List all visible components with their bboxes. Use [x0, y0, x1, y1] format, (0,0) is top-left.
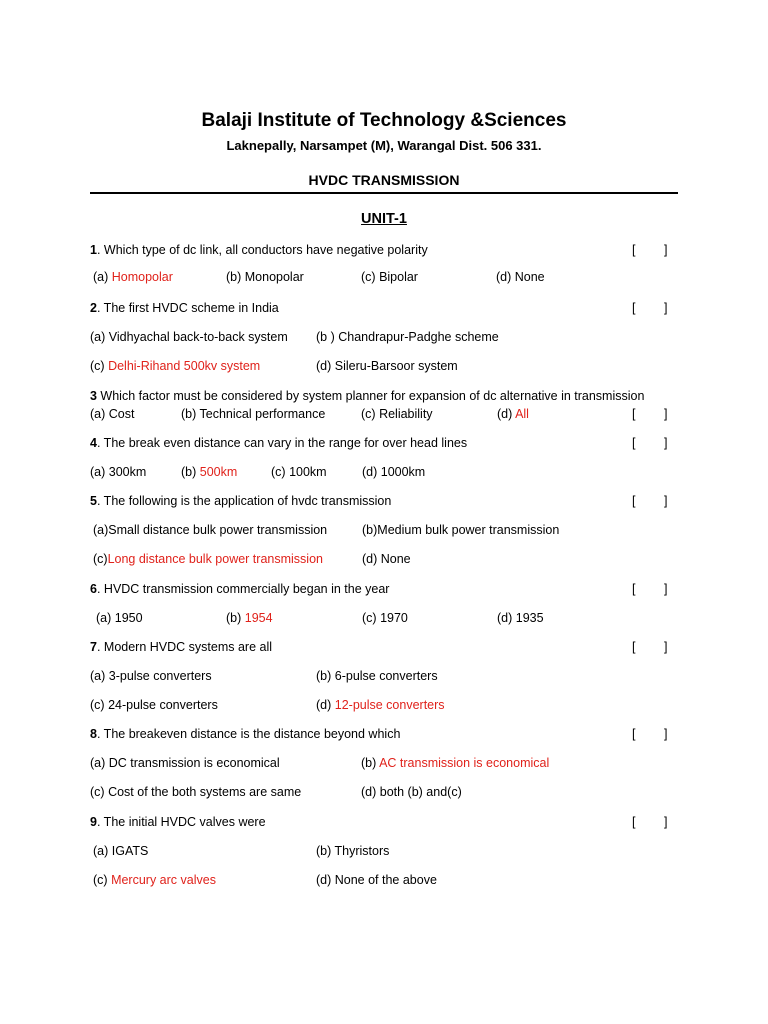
option-8-a — [90, 756, 280, 770]
option-letter: (c) — [93, 873, 112, 887]
answer-bracket-close: ] — [664, 301, 668, 315]
question-number-separator: . — [96, 494, 101, 508]
option-5-b — [362, 523, 559, 537]
option-letter: (a) — [90, 669, 109, 683]
unit-heading: UNIT-1 — [361, 211, 407, 227]
option-text: 300km — [108, 465, 147, 479]
option-2-a — [90, 330, 288, 344]
correct-answer-text: Long distance bulk power transmission — [107, 552, 323, 566]
answer-bracket-close: ] — [664, 436, 668, 450]
answer-bracket-close: ] — [664, 407, 668, 421]
option-letter: (d) — [496, 270, 515, 284]
question-9 — [90, 815, 266, 829]
option-5-d — [362, 552, 411, 566]
option-text: None of the above — [334, 873, 437, 887]
option-3-d — [497, 407, 529, 421]
option-text: Cost of the both systems are same — [108, 785, 302, 799]
question-number-separator: . — [96, 815, 101, 829]
institute-address: Laknepally, Narsampet (M), Warangal Dist. 506 331. — [226, 138, 542, 153]
question-number: 4 — [90, 436, 97, 450]
option-3-a — [90, 407, 134, 421]
option-text: 1000km — [380, 465, 426, 479]
question-number: 3 — [90, 389, 97, 403]
answer-bracket-close: ] — [664, 494, 668, 508]
answer-bracket-close: ] — [664, 640, 668, 654]
option-text: 3-pulse converters — [108, 669, 212, 683]
question-4 — [90, 436, 467, 450]
answer-bracket-open: [ — [632, 582, 636, 596]
option-text: Cost — [108, 407, 135, 421]
answer-bracket-open: [ — [632, 407, 636, 421]
option-4-a — [90, 465, 146, 479]
option-letter: (b) — [316, 844, 335, 858]
option-letter: (a) — [93, 523, 109, 537]
option-letter: (c) — [90, 359, 109, 373]
question-6 — [90, 582, 389, 596]
option-text: IGATS — [111, 844, 149, 858]
question-number-separator: . — [96, 301, 101, 315]
answer-bracket-open: [ — [632, 727, 636, 741]
option-letter: (d) — [316, 359, 335, 373]
option-letter: (c) — [90, 698, 109, 712]
option-letter: (a) — [93, 270, 112, 284]
option-letter: (b) — [361, 756, 380, 770]
option-letter: (d) — [316, 698, 335, 712]
question-2 — [90, 301, 279, 315]
option-letter: (d) — [361, 785, 380, 799]
question-text: The breakeven distance is the distance beyond which — [100, 727, 401, 741]
option-6-c — [362, 611, 408, 625]
option-text: None — [380, 552, 411, 566]
option-letter: (d) — [362, 465, 381, 479]
option-text: Medium bulk power transmission — [377, 523, 560, 537]
option-letter: (b) — [362, 523, 378, 537]
option-4-d — [362, 465, 425, 479]
option-text: DC transmission is economical — [108, 756, 280, 770]
option-text: 6-pulse converters — [334, 669, 438, 683]
question-text: HVDC transmission commercially began in the year — [100, 582, 390, 596]
option-6-d — [497, 611, 544, 625]
question-number-separator: . — [96, 727, 101, 741]
option-letter: (b) — [181, 465, 200, 479]
option-5-c — [93, 552, 323, 566]
option-letter: (b) — [226, 611, 245, 625]
option-letter: (a) — [96, 611, 115, 625]
question-text: The following is the application of hvdc transmission — [100, 494, 392, 508]
option-7-b — [316, 669, 438, 683]
option-text: both (b) and(c) — [379, 785, 462, 799]
option-8-b — [361, 756, 549, 770]
option-letter: (a) — [90, 407, 109, 421]
option-2-b — [316, 330, 499, 344]
correct-answer-text: Homopolar — [111, 270, 173, 284]
option-letter: (c) — [362, 611, 381, 625]
answer-bracket-close: ] — [664, 727, 668, 741]
option-1-d — [496, 270, 545, 284]
question-text: Which factor must be considered by system planner for expansion of dc alternative in transmission — [96, 389, 645, 403]
option-letter: (d) — [497, 611, 516, 625]
option-1-a — [93, 270, 173, 284]
question-number: 9 — [90, 815, 97, 829]
option-letter: (b) — [181, 407, 200, 421]
correct-answer-text: All — [515, 407, 529, 421]
option-text: Small distance bulk power transmission — [108, 523, 328, 537]
question-number-separator: . — [96, 582, 101, 596]
option-letter: (d) — [497, 407, 516, 421]
option-text: Vidhyachal back-to-back system — [108, 330, 288, 344]
option-6-b — [226, 611, 273, 625]
option-9-c — [93, 873, 216, 887]
answer-bracket-open: [ — [632, 436, 636, 450]
option-letter: (c) — [361, 407, 380, 421]
question-3 — [90, 389, 644, 403]
question-number: 1 — [90, 243, 97, 257]
option-letter: (d) — [362, 552, 381, 566]
option-1-c — [361, 270, 418, 284]
option-7-c — [90, 698, 218, 712]
option-1-b — [226, 270, 304, 284]
option-letter: (a) — [90, 756, 109, 770]
answer-bracket-open: [ — [632, 815, 636, 829]
option-text: 24-pulse converters — [108, 698, 218, 712]
option-text: Technical performance — [199, 407, 326, 421]
question-text: Modern HVDC systems are all — [100, 640, 273, 654]
option-9-a — [93, 844, 148, 858]
option-8-d — [361, 785, 462, 799]
answer-bracket-close: ] — [664, 815, 668, 829]
correct-answer-text: 1954 — [244, 611, 273, 625]
option-3-b — [181, 407, 325, 421]
option-text: None — [514, 270, 545, 284]
answer-bracket-open: [ — [632, 301, 636, 315]
option-text: Sileru-Barsoor system — [334, 359, 458, 373]
option-text: Reliability — [379, 407, 433, 421]
question-1 — [90, 243, 428, 257]
option-letter: (b) — [316, 669, 335, 683]
answer-bracket-open: [ — [632, 494, 636, 508]
answer-bracket-close: ] — [664, 582, 668, 596]
question-number: 2 — [90, 301, 97, 315]
option-4-b — [181, 465, 237, 479]
option-6-a — [96, 611, 143, 625]
question-number: 5 — [90, 494, 97, 508]
option-5-a — [93, 523, 327, 537]
option-7-d — [316, 698, 445, 712]
option-letter: (b) — [226, 270, 245, 284]
answer-bracket-open: [ — [632, 640, 636, 654]
option-text: 1950 — [114, 611, 143, 625]
option-8-c — [90, 785, 301, 799]
question-5 — [90, 494, 391, 508]
correct-answer-text: Delhi-Rihand 500kv system — [108, 359, 261, 373]
question-7 — [90, 640, 272, 654]
option-2-d — [316, 359, 458, 373]
option-9-d — [316, 873, 437, 887]
question-number: 8 — [90, 727, 97, 741]
correct-answer-text: 12-pulse converters — [334, 698, 445, 712]
option-text: Thyristors — [334, 844, 390, 858]
answer-bracket-open: [ — [632, 243, 636, 257]
institute-title: Balaji Institute of Technology &Sciences — [201, 110, 567, 131]
option-letter: (d) — [316, 873, 335, 887]
question-text: The initial HVDC valves were — [100, 815, 266, 829]
option-text: Chandrapur-Padghe scheme — [338, 330, 499, 344]
option-text: Bipolar — [379, 270, 418, 284]
option-3-c — [361, 407, 433, 421]
option-2-c — [90, 359, 260, 373]
option-text: 1970 — [380, 611, 408, 625]
question-number: 7 — [90, 640, 97, 654]
option-text: Monopolar — [244, 270, 304, 284]
correct-answer-text: 500km — [199, 465, 238, 479]
option-letter: (c) — [271, 465, 290, 479]
option-letter: (c) — [93, 552, 108, 566]
question-number-separator: . — [96, 436, 101, 450]
option-7-a — [90, 669, 212, 683]
question-number-separator: . — [96, 243, 101, 257]
question-text: Which type of dc link, all conductors have negative polarity — [100, 243, 428, 257]
header-divider — [90, 192, 678, 194]
question-text: The first HVDC scheme in India — [100, 301, 279, 315]
option-text: 100km — [289, 465, 327, 479]
question-8 — [90, 727, 400, 741]
correct-answer-text: AC transmission is economical — [379, 756, 550, 770]
option-text: 1935 — [515, 611, 544, 625]
option-letter: (a) — [93, 844, 112, 858]
answer-bracket-close: ] — [664, 243, 668, 257]
question-text: The break even distance can vary in the range for over head lines — [100, 436, 468, 450]
question-number: 6 — [90, 582, 97, 596]
subject-title: HVDC TRANSMISSION — [308, 172, 460, 188]
question-number-separator: . — [96, 640, 101, 654]
option-letter: (c) — [361, 270, 380, 284]
option-4-c — [271, 465, 327, 479]
option-letter: (a) — [90, 330, 109, 344]
option-9-b — [316, 844, 389, 858]
correct-answer-text: Mercury arc valves — [111, 873, 216, 887]
option-letter: (c) — [90, 785, 109, 799]
option-letter: (a) — [90, 465, 109, 479]
option-letter: (b ) — [316, 330, 339, 344]
